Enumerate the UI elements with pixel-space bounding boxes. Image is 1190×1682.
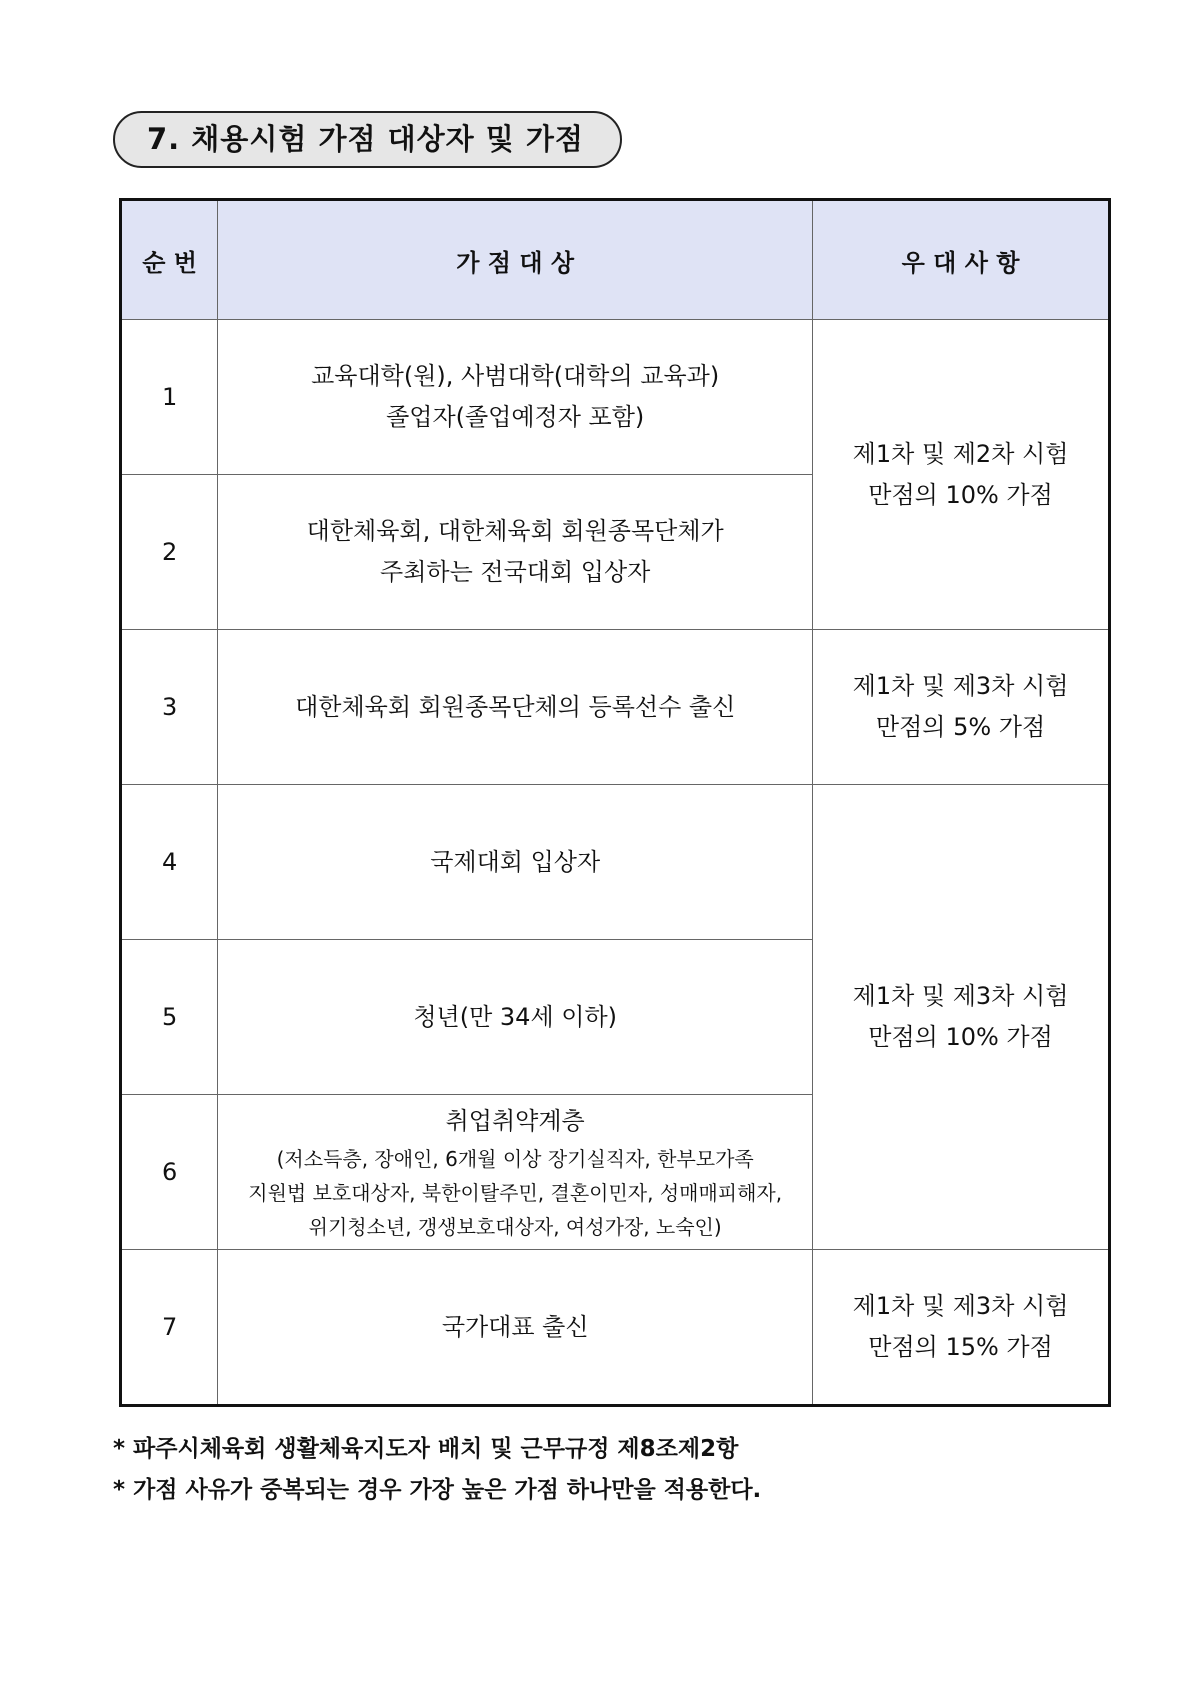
row-target [218,630,813,785]
section-title: 7. 채용시험 가점 대상자 및 가점 [113,111,622,168]
row-number: 3 [121,630,218,785]
benefit-line: 제1차 및 제2차 시험 [852,439,1069,468]
target-line: 대한체육회 회원종목단체의 등록선수 출신 [295,692,736,721]
row-target [218,320,813,475]
row-benefit [813,320,1110,630]
benefit-line: 만점의 15% 가점 [868,1333,1053,1361]
table-row [121,320,1110,475]
row-number: 5 [121,940,218,1095]
target-line: 대한체육회, 대한체육회 회원종목단체가 [306,517,724,545]
benefit-line: 만점의 10% 가점 [868,1023,1053,1051]
benefit-line: 제1차 및 제3차 시험 [852,1292,1069,1320]
table-row [121,1250,1110,1406]
row-number: 4 [121,785,218,940]
target-line: 청년(만 34세 이하) [413,1002,617,1031]
table-row [121,630,1110,785]
target-detail-line: 지원법 보호대상자, 북한이탈주민, 결혼이민자, 성매매피해자, [248,1180,783,1205]
target-detail-line: (저소득층, 장애인, 6개월 이상 장기실직자, 한부모가족 [276,1146,754,1171]
bonus-points-table [119,198,1111,1407]
benefit-line: 제1차 및 제3차 시험 [852,982,1069,1010]
table-row [121,785,1110,940]
footnotes [113,1429,761,1511]
footnote: * 가점 사유가 중복되는 경우 가장 높은 가점 하나만을 적용한다. [113,1477,762,1503]
target-line: 국가대표 출신 [441,1312,589,1341]
target-line: 국제대회 입상자 [430,847,601,876]
table-header-row [121,200,1110,320]
row-benefit [813,630,1110,785]
row-number: 7 [121,1250,218,1406]
row-target [218,1250,813,1406]
benefit-line: 만점의 5% 가점 [875,713,1046,741]
benefit-line: 만점의 10% 가점 [868,480,1053,509]
row-target [218,1095,813,1250]
row-number: 1 [121,320,218,475]
row-benefit [813,1250,1110,1406]
footnote: * 파주시체육회 생활체육지도자 배치 및 근무규정 제8조제2항 [113,1436,739,1462]
target-title: 취업취약계층 [445,1106,585,1135]
row-target [218,475,813,630]
target-line: 교육대학(원), 사범대학(대학의 교육과) [311,362,720,390]
row-target [218,785,813,940]
target-detail-line: 위기청소년, 갱생보호대상자, 여성가장, 노숙인) [308,1214,722,1239]
row-number: 2 [121,475,218,630]
row-target [218,940,813,1095]
header-benefit: 우 대 사 항 [813,200,1110,320]
row-number: 6 [121,1095,218,1250]
header-target: 가 점 대 상 [218,200,813,320]
benefit-line: 제1차 및 제3차 시험 [852,672,1069,700]
row-benefit [813,785,1110,1250]
header-number: 순 번 [121,200,218,320]
target-line: 졸업자(졸업예정자 포함) [386,403,645,431]
target-line: 주최하는 전국대회 입상자 [380,558,651,586]
